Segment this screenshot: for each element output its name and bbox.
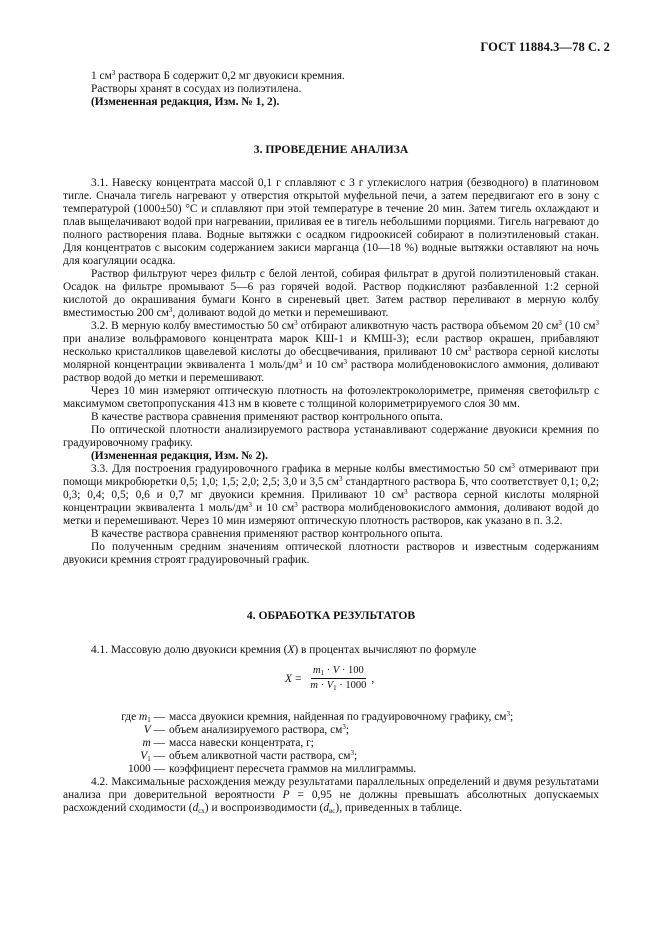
paragraph-4-2: 4.2. Максимальные расхождения между результатами параллельных определений и двумя результатами анализа при доверительной вероятности P = 0,95 не должны превышать абсолютных допускаемых расхождений сходимости $(d_{сх})$ и воспроизводимости $(d_{вс})$, приведенных в таблице. <box>63 776 599 815</box>
formula <box>285 665 374 692</box>
formula-legend <box>63 711 599 815</box>
formula-numerator: $m_1 \cdot V \cdot 100$ <box>313 665 364 677</box>
paragraph-3-2-reference: В качестве раствора сравнения применяют раствор контрольного опыта. <box>91 411 443 423</box>
paragraph-4-1 <box>63 644 599 657</box>
intro-line-1: 1 $см^3$ раствора Б содержит 0,2 мг двуокиси кремния. <box>91 69 345 82</box>
paragraph-3-2: 3.2. В мерную колбу вместимостью 50 $см^3$ отбирают аликвотную часть раствора объемом 20 $см^3$ (10 $см^3$ при анализе вольфрамового концентрата марок КШ-1 и КМШ-3); если раствор окрашен, прибавляют несколько кристалликов щавелевой кислоты до обесцвечивания, приливают 10 $см^3$ раствора серной кислоты молярной концентрации эквивалента 1 моль/$дм^3$ и 10 $см^3$ раствора молибденовокислого аммония, доливают раствор водой до метки и перемешивают. <box>63 319 599 384</box>
formula-fraction <box>308 665 368 692</box>
paragraph-4-1-text: 4.1. Массовую долю двуокиси кремния (X) в процентах вычисляют по формуле <box>91 644 477 656</box>
paragraph-3-3-graph: По полученным средним значениям оптической плотности растворов и известным содержаниям двуокиси кремния строят градуировочный график. <box>63 541 599 566</box>
section-3-body <box>63 177 599 567</box>
formula-lhs: X <box>285 672 292 685</box>
section-4-title: 4. ОБРАБОТКА РЕЗУЛЬТАТОВ <box>246 609 416 622</box>
paragraph-3-3: 3.3. Для построения градуировочного графика в мерные колбы вместимостью 50 $см^3$ отмеривают при помощи микробюретки 0,5; 1,0; 1,5; 2,0; 2,5; 3,0 и 3,5 $см^3$ стандартного раствора Б, что соответствует 0,1; 0,2; 0,3; 0,4; 0,5; 0,6 и 0,7 мг двуокиси кремния. Приливают 10 $см^3$ раствора серной кислоты молярной концентрации эквивалента 1 моль/$дм^3$ и 10 $см^3$ раствора молибденовокислого аммония, доливают водой до метки и перемешивают. Через 10 мин измеряют оптическую плотность растворов, как указано в п. 3.2. <box>63 462 599 527</box>
section-3-title: 3. ПРОВЕДЕНИЕ АНАЛИЗА <box>253 143 409 156</box>
paragraph-3-1: 3.1. Навеску концентрата массой 0,1 г сплавляют с 3 г углекислого натрия (безводного) в платиновом тигле. Сначала тигель нагревают у отверстия открытой муфельной печи, а затем передвигают его в зону с температурой (1000±50) °С и сплавляют при этой температуре в течение 20 мин. Затем тигель охлаждают и плав выщелачивают водой при нагревании, приливая ее в тигель небольшими порциями. Тигель нагревают до полного растворения плава. Водные вытяжки с осадком гидроокисей собирают в полиэтиленовый стакан. Для концентратов с высоким содержанием закиси марганца (10—18 %) водные вытяжки оставляют на ночь для коагуляции осадка. <box>63 177 599 267</box>
legend-row: где $m_1$ — масса двуокиси кремния, найденная по градуировочному графику, $см^3$; <box>121 710 514 724</box>
formula-denominator: $m \cdot V_1 \cdot 1000$ <box>310 680 367 692</box>
legend-row: m — масса навески концентрата, г; <box>142 737 314 749</box>
legend-row: 1000 — коэффициент пересчета граммов на миллиграммы. <box>127 763 417 775</box>
legend-row: $V_1$ — объем аликвотной части раствора, $см^3$; <box>140 749 358 763</box>
formula-equals: = <box>294 672 302 685</box>
page-header: ГОСТ 11884.3—78 С. 2 <box>480 40 610 54</box>
paragraph-3-2-calibration: По оптической плотности анализируемого раствора устанавливают содержание двуокиси кремния по градуировочному графику. <box>63 424 599 449</box>
intro-block <box>63 70 599 109</box>
formula-comma: , <box>371 672 375 685</box>
paragraph-3-3-reference: В качестве раствора сравнения применяют раствор контрольного опыта. <box>91 528 443 540</box>
paragraph-3-1-filtration: Раствор фильтруют через фильтр с белой лентой, собирая фильтрат в другой полиэтиленовый стакан. Осадок на фильтре промывают 5—6 раз горячей водой. Раствор подкисляют разбавленной 1:2 серной кислотой до окрашивания бумаги Конго в сиреневый цвет. Затем раствор переливают в мерную колбу вместимостью 200 $см^3$, доливают водой до метки и перемешивают. <box>63 268 599 319</box>
legend-row: V — объем анализируемого раствора, $см^3$; <box>143 723 350 736</box>
intro-line-2: Растворы хранят в сосудах из полиэтилена. <box>91 83 302 95</box>
amendment-note: (Измененная редакция, Изм. № 1, 2). <box>91 96 280 108</box>
amendment-note-2: (Измененная редакция, Изм. № 2). <box>91 450 268 462</box>
paragraph-3-2-measurement: Через 10 мин измеряют оптическую плотность на фотоэлектроколориметре, применяя светофильтр с максимумом светопропускания 413 нм в кювете с толщиной колориметрируемого слоя 30 мм. <box>63 385 599 410</box>
